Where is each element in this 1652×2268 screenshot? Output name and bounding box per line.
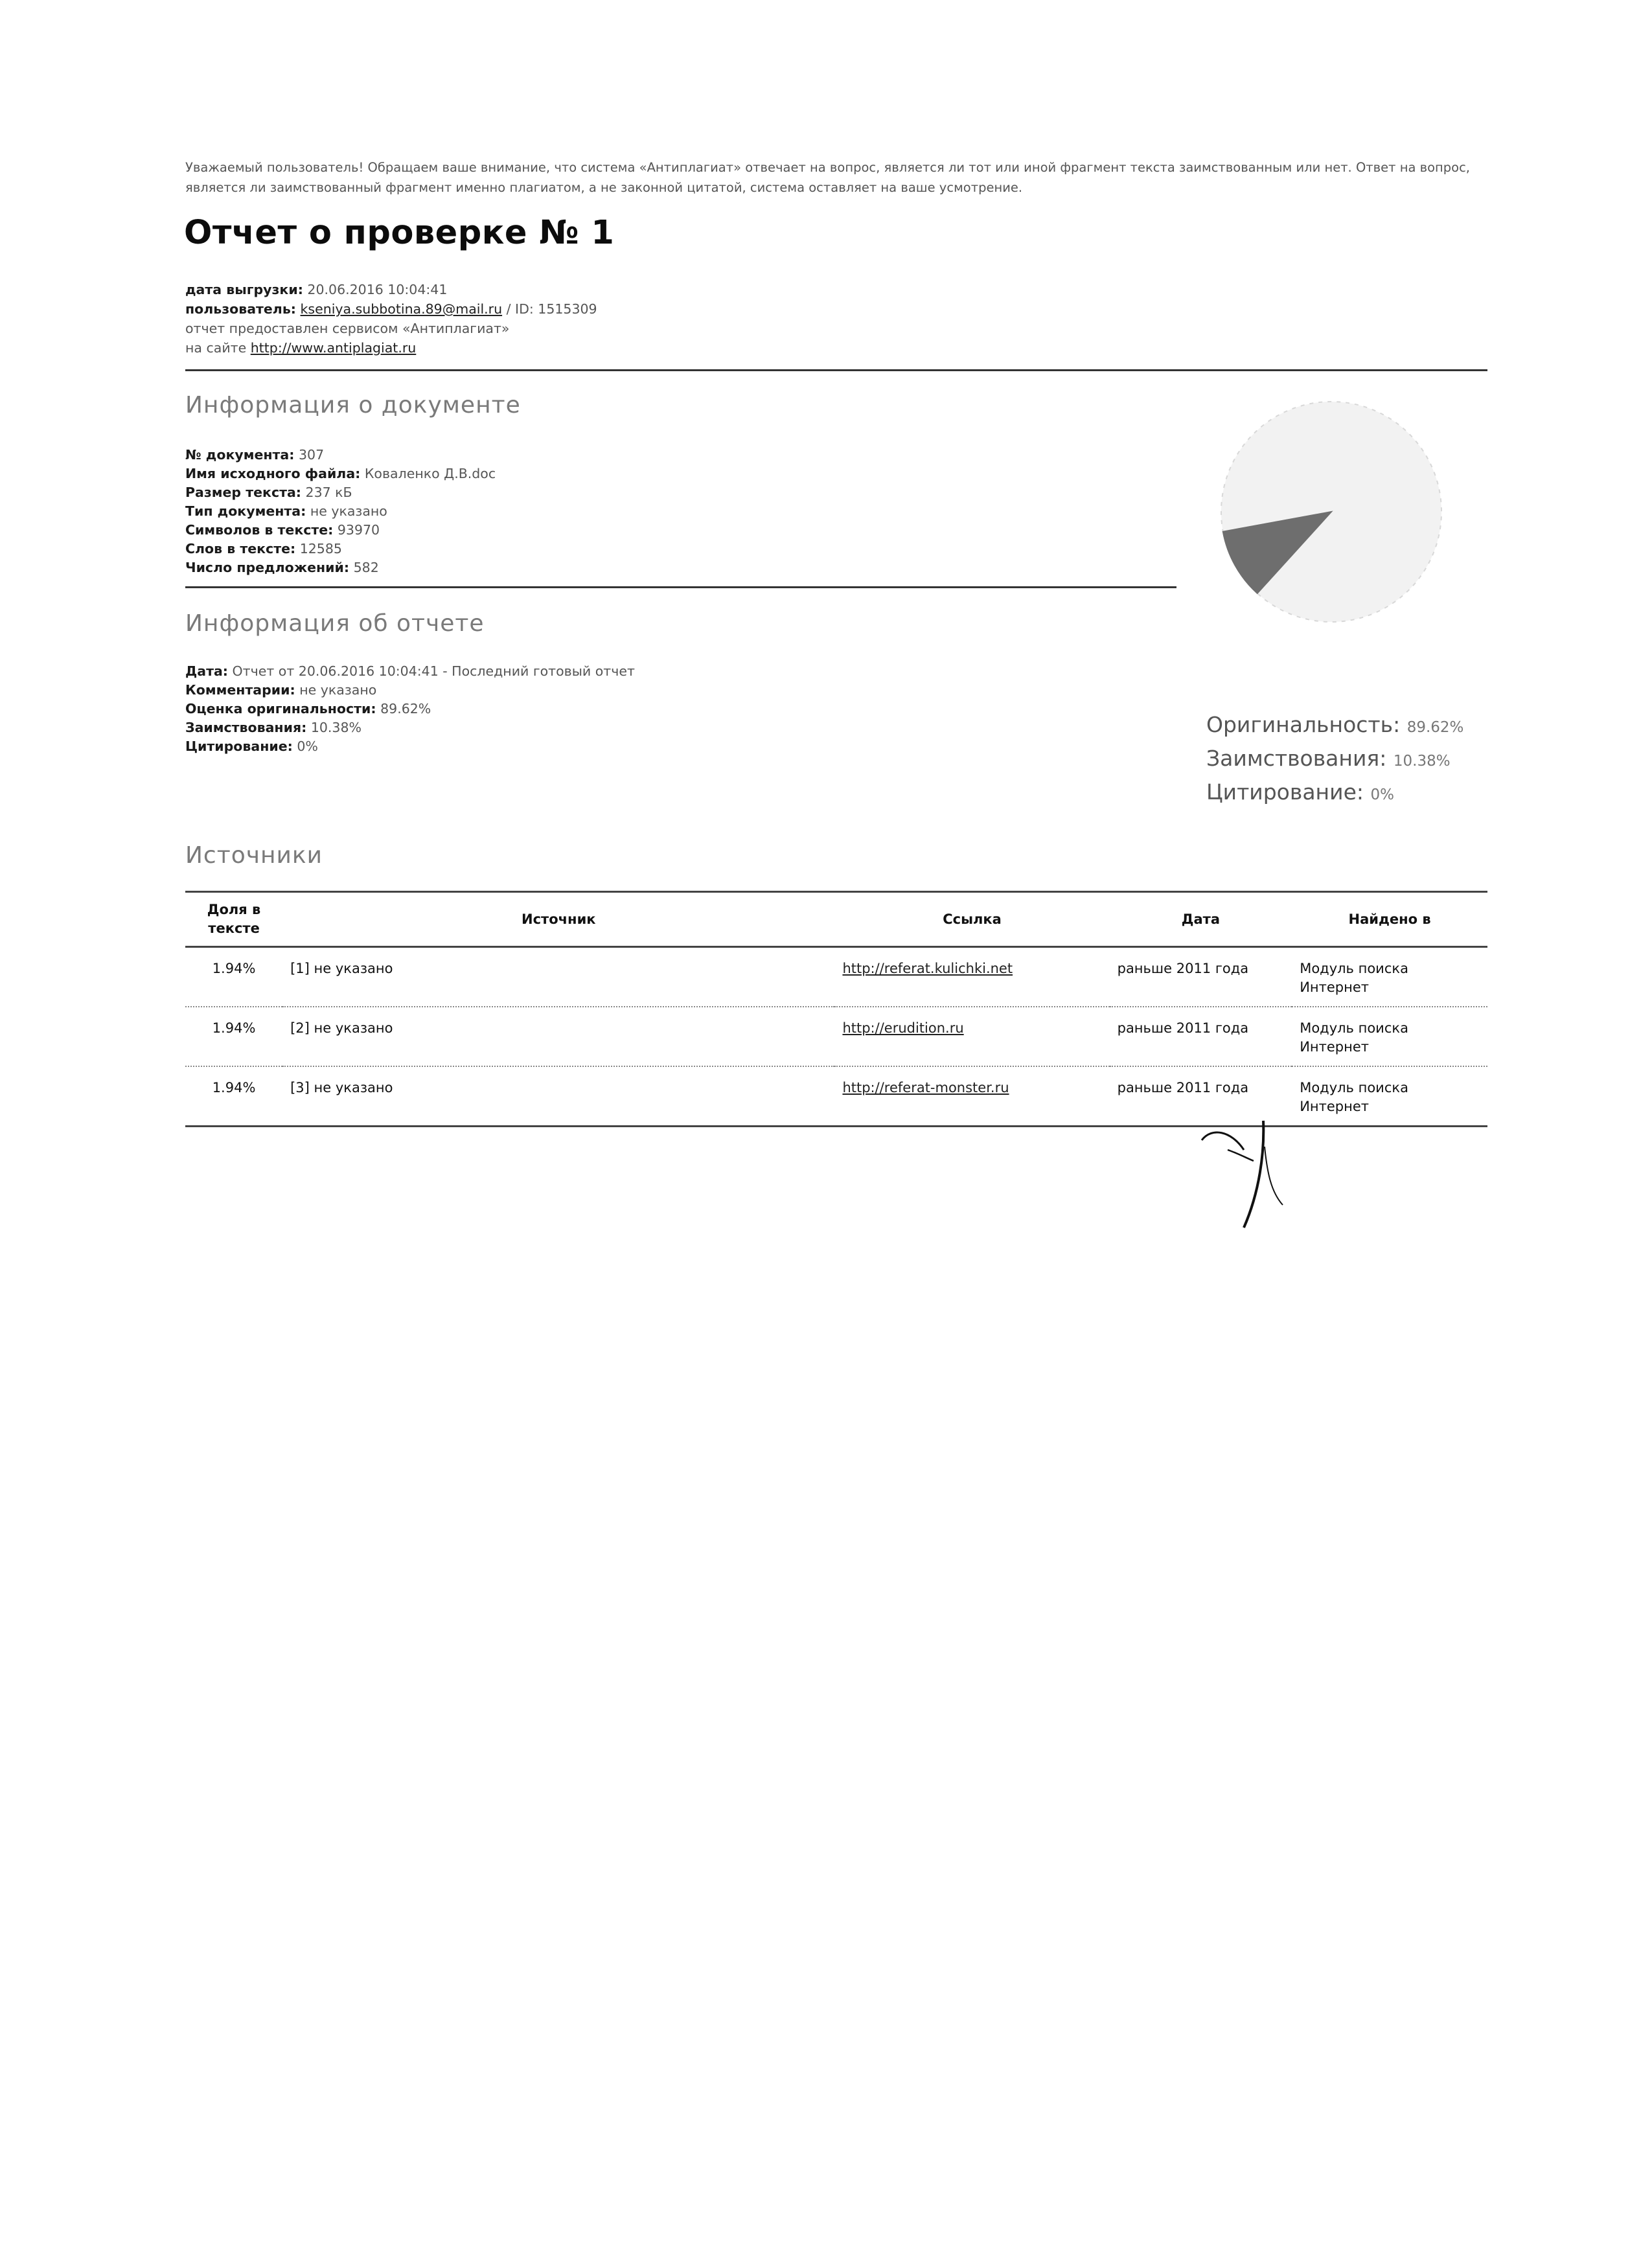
header-divider (185, 369, 1487, 371)
report-title: Отчет о проверке № 1 (184, 214, 615, 252)
col-header-source: Источник (282, 892, 834, 947)
export-date-label: дата выгрузки: (185, 282, 303, 297)
doc-field-value: Коваленко Д.В.doc (360, 466, 496, 481)
report-field-label: Дата: (185, 663, 229, 679)
doc-field-label: Число предложений: (185, 560, 350, 575)
site-link[interactable]: http://www.antiplagiat.ru (250, 340, 417, 356)
legend-value: 10.38% (1393, 753, 1451, 770)
sources-table (185, 891, 1487, 1127)
report-field-label: Цитирование: (185, 739, 293, 754)
site-prefix: на сайте (185, 340, 247, 356)
originality-pie-chart (1195, 389, 1467, 635)
report-info-fields (185, 662, 635, 756)
sources-heading: Источники (185, 842, 323, 869)
legend-item (1206, 777, 1463, 810)
user-id: / ID: 1515309 (506, 301, 597, 317)
doc-field-label: Размер текста: (185, 485, 302, 500)
user-row (185, 299, 597, 319)
report-field-label: Заимствования: (185, 720, 307, 735)
handwritten-signature (1192, 1101, 1322, 1237)
legend-item (1206, 709, 1463, 743)
cell-found-in: Модуль поиска Интернет (1292, 947, 1487, 1007)
document-info-heading: Информация о документе (185, 392, 521, 418)
disclaimer-notice: Уважаемый пользователь! Обращаем ваше внимание, что система «Антиплагиат» отвечает на вопрос, является ли тот или иной фрагмент текста заимствованным или нет. Ответ на вопрос, является ли заимствованный фрагмент именно плагиатом, а не законной цитатой, система оставляет на ваше усмотрение. (185, 160, 1471, 195)
site-row (185, 338, 597, 358)
legend-value: 0% (1370, 786, 1394, 803)
doc-field-row (185, 464, 496, 483)
doc-field-value: 582 (349, 560, 379, 575)
report-field-row (185, 700, 635, 718)
report-field-value: 89.62% (376, 701, 431, 716)
cell-found-in: Модуль поиска Интернет (1292, 1066, 1487, 1127)
doc-field-label: Слов в тексте: (185, 541, 296, 556)
doc-field-row (185, 521, 496, 540)
cell-date: раньше 2011 года (1110, 1007, 1292, 1066)
legend-label: Оригинальность: (1206, 712, 1407, 737)
col-header-date: Дата (1110, 892, 1292, 947)
document-info-fields (185, 446, 496, 577)
col-header-link: Ссылка (834, 892, 1109, 947)
report-field-value: 0% (292, 739, 318, 754)
cell-date: раньше 2011 года (1110, 1066, 1292, 1127)
doc-field-label: № документа: (185, 447, 295, 463)
doc-field-row (185, 558, 496, 577)
report-field-value: Отчет от 20.06.2016 10:04:41 - Последний готовый отчет (228, 663, 635, 679)
doc-field-value: 12585 (295, 541, 342, 556)
doc-field-row (185, 502, 496, 521)
doc-field-label: Тип документа: (185, 503, 306, 519)
doc-field-row (185, 446, 496, 464)
doc-field-value: 307 (294, 447, 325, 463)
cell-share: 1.94% (185, 1007, 282, 1066)
export-date-row (185, 280, 597, 299)
source-link[interactable]: http://erudition.ru (842, 1020, 964, 1036)
cell-found-in: Модуль поиска Интернет (1292, 1007, 1487, 1066)
report-field-label: Комментарии: (185, 682, 295, 698)
pie-legend (1206, 709, 1463, 810)
source-link[interactable]: http://referat-monster.ru (842, 1080, 1009, 1095)
cell-source: [2] не указано (282, 1007, 834, 1066)
provided-by-text: отчет предоставлен сервисом «Антиплагиат» (185, 321, 510, 336)
sources-header-row (185, 892, 1487, 947)
table-row (185, 1007, 1487, 1066)
export-date-value: 20.06.2016 10:04:41 (307, 282, 448, 297)
report-field-value: не указано (295, 682, 377, 698)
col-header-found-in: Найдено в (1292, 892, 1487, 947)
doc-field-value: не указано (306, 503, 387, 519)
table-row (185, 947, 1487, 1007)
doc-field-row (185, 540, 496, 558)
legend-value: 89.62% (1406, 719, 1464, 736)
pie-chart-svg (1195, 389, 1467, 635)
report-meta (185, 280, 597, 358)
doc-field-label: Имя исходного файла: (185, 466, 361, 481)
cell-date: раньше 2011 года (1110, 947, 1292, 1007)
user-label: пользователь: (185, 301, 296, 317)
report-field-row (185, 737, 635, 756)
legend-label: Цитирование: (1206, 779, 1371, 805)
document-info-divider (185, 586, 1176, 588)
doc-field-value: 93970 (333, 522, 380, 538)
legend-label: Заимствования: (1206, 746, 1394, 771)
doc-field-value: 237 кБ (301, 485, 352, 500)
legend-item (1206, 743, 1463, 777)
cell-source: [3] не указано (282, 1066, 834, 1127)
cell-source: [1] не указано (282, 947, 834, 1007)
doc-field-row (185, 483, 496, 502)
source-link[interactable]: http://referat.kulichki.net (842, 961, 1013, 976)
report-info-heading: Информация об отчете (185, 610, 485, 637)
doc-field-label: Символов в тексте: (185, 522, 334, 538)
report-field-value: 10.38% (306, 720, 361, 735)
report-field-label: Оценка оригинальности: (185, 701, 376, 716)
report-field-row (185, 681, 635, 700)
cell-share: 1.94% (185, 1066, 282, 1127)
user-email-link[interactable]: kseniya.subbotina.89@mail.ru (300, 301, 503, 317)
report-field-row (185, 718, 635, 737)
cell-share: 1.94% (185, 947, 282, 1007)
col-header-share: Доля в тексте (185, 892, 282, 947)
report-field-row (185, 662, 635, 681)
